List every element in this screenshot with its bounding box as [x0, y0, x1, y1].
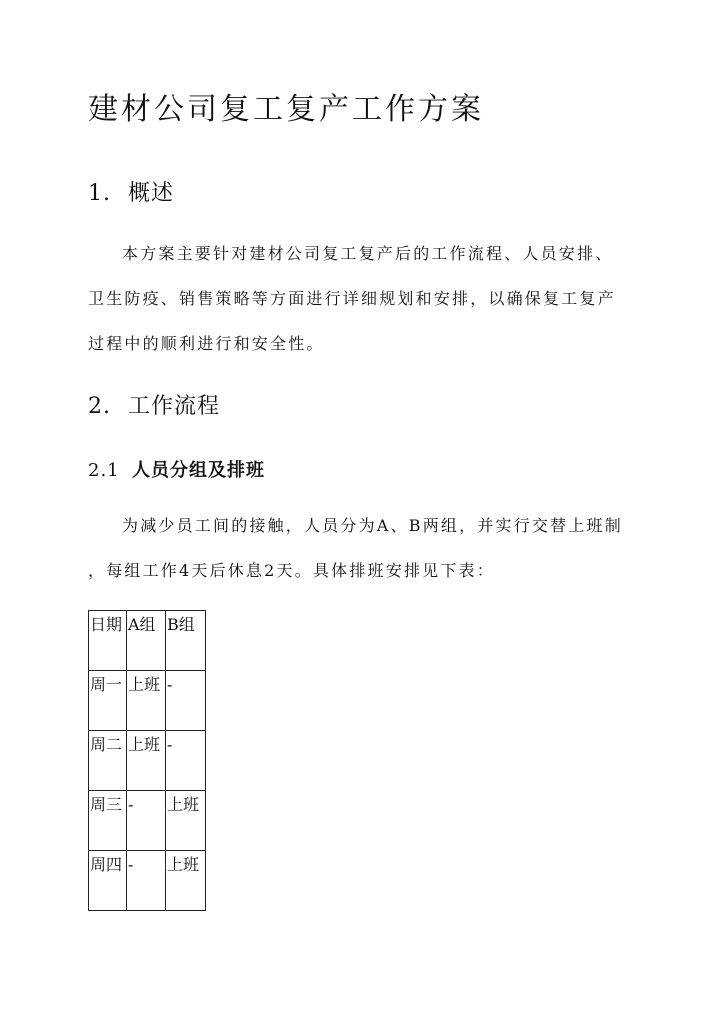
table-cell-group-a: -	[127, 791, 166, 851]
section-1-title: 概述	[128, 181, 175, 206]
subsection-2-1-paragraph	[88, 503, 632, 593]
table-cell-day: 周二	[89, 731, 127, 791]
document-title: 建材公司复工复产工作方案	[88, 92, 484, 127]
schedule-table	[88, 610, 206, 911]
subsection-2-1-number: 2.1	[88, 460, 120, 481]
subsection-2-1-title: 人员分组及排班	[132, 460, 265, 481]
paragraph-line: 本方案主要针对建材公司复工复产后的工作流程、人员安排、	[122, 244, 614, 263]
table-row	[89, 791, 206, 851]
table-header-row	[89, 611, 206, 671]
section-1-paragraph	[88, 231, 632, 366]
header-cell-group-a: A组	[127, 611, 166, 671]
paragraph-line: 过程中的顺利进行和安全性。	[88, 334, 325, 353]
table-cell-group-b: 上班	[166, 791, 206, 851]
table-row	[89, 731, 206, 791]
table-row	[89, 851, 206, 911]
table-cell-group-b: -	[166, 731, 206, 791]
table-row	[89, 671, 206, 731]
section-1-heading	[88, 176, 174, 207]
table-cell-group-b: -	[166, 671, 206, 731]
table-cell-day: 周三	[89, 791, 127, 851]
section-2-heading	[88, 389, 220, 420]
section-1-number: 1.	[88, 181, 111, 206]
header-cell-date: 日期	[89, 611, 127, 671]
table-cell-group-b: 上班	[166, 851, 206, 911]
table-cell-group-a: 上班	[127, 731, 166, 791]
paragraph-line: 卫生防疫、销售策略等方面进行详细规划和安排，以确保复工复产	[88, 289, 616, 308]
paragraph-line: ，每组工作4天后休息2天。具体排班安排见下表：	[88, 561, 495, 580]
section-2-title: 工作流程	[128, 394, 221, 419]
table-cell-day: 周一	[89, 671, 127, 731]
table-cell-group-a: 上班	[127, 671, 166, 731]
paragraph-line: 为减少员工间的接触，人员分为A、B两组，并实行交替上班制	[122, 516, 623, 535]
section-2-number: 2.	[88, 394, 111, 419]
subsection-2-1-heading	[88, 456, 265, 482]
header-cell-group-b: B组	[166, 611, 206, 671]
table-cell-day: 周四	[89, 851, 127, 911]
table-cell-group-a: -	[127, 851, 166, 911]
